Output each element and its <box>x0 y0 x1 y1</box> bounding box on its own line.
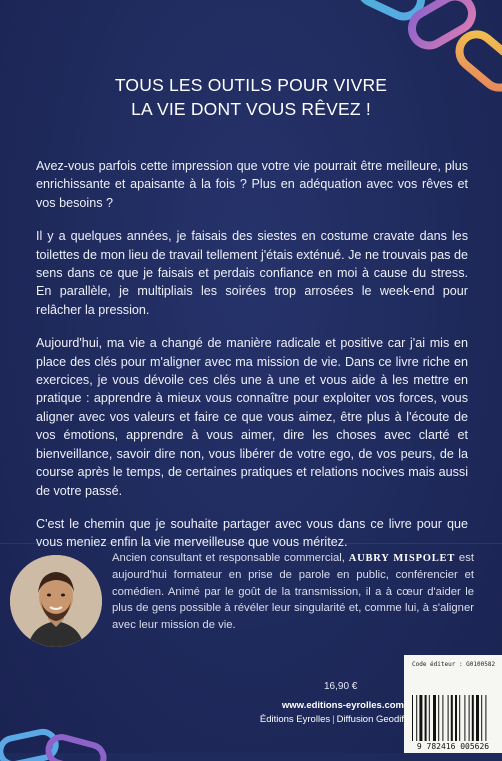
distributor-name: Diffusion Geodif <box>336 714 404 725</box>
bio-intro: Ancien consultant et responsable commercial, <box>112 552 349 564</box>
publisher-name: Éditions Eyrolles <box>259 714 331 725</box>
barcode-bar <box>451 695 453 741</box>
barcode-bar <box>442 695 443 741</box>
blurb-paragraph: Avez-vous parfois cette impression que votre vie pourrait être meilleure, plus enrichissante et apaisante à la fois ? Plus en adéquation avec vos rêves et vos besoins ? <box>36 159 468 210</box>
blurb-paragraph: Il y a quelques années, je faisais des siestes en costume cravate dans les toilettes de mon lieu de travail tellement j'étais exténué. Je ne trouvais pas de sens dans ce que je faisais et perdais confiance en moi à cause du stress. En parallèle, je multipliais les soirées trop arrosées le week-end pour relâcher la pression. <box>36 229 468 317</box>
barcode-bar <box>429 695 430 741</box>
barcode-bar <box>476 695 479 741</box>
barcode-bar <box>416 695 417 741</box>
author-portrait-icon <box>10 555 102 647</box>
cover-headline <box>0 73 502 121</box>
publisher-website: www.editions-eyrolles.com <box>281 700 404 711</box>
barcode-bar <box>425 695 427 741</box>
barcode-bar <box>485 695 486 741</box>
blurb-paragraph: Aujourd'hui, ma vie a changé de manière radicale et positive car j'ai mis en place des clés pour m'aligner avec ma mission de vie. Dans ce livre riche en exercices, je vous dévoile ces clés une à une et vous aide à les mettre en pratique : apprendre à mieux vous connaître pour exploiter vos forces, vous aligner avec vos valeurs et faire ce que vous aimez, être plus à l'écoute de vos émotions, apprendre à vous aimer, dire les choses avec clarté et bienveillance, savoir dire non, vous libérer de votre ego, de vos peurs, de la course après le temps, de certaines pratiques et relations nocives mais aussi de votre passé. <box>36 336 468 498</box>
barcode-bar <box>455 695 457 741</box>
isbn-barcode <box>404 655 502 753</box>
barcode-bar <box>412 695 413 741</box>
barcode-bar <box>419 695 422 741</box>
publisher-code: Code éditeur : G0100582 <box>412 661 496 668</box>
barcode-bar <box>459 695 460 741</box>
blurb-paragraph: C'est le chemin que je souhaite partager avec vous dans ce livre pour que vous meniez enfin la vie merveilleuse que vous méritez. <box>36 516 468 550</box>
barcode-bar <box>448 695 449 741</box>
isbn-number: 9 782416 005626 <box>416 742 490 751</box>
barcode-bar <box>433 695 436 741</box>
headline-line-1: TOUS LES OUTILS POUR VIVRE <box>114 75 388 95</box>
barcode-bars-icon <box>410 695 496 741</box>
barcode-bar <box>469 695 470 741</box>
barcode-bar <box>438 695 439 741</box>
barcode-bar <box>472 695 474 741</box>
chain-link-decoration-icon <box>0 701 140 761</box>
author-name: AUBRY MISPOLET <box>348 553 456 564</box>
separator: | <box>332 714 335 725</box>
barcode-bar <box>481 695 482 741</box>
headline-line-2: LA VIE DONT VOUS RÊVEZ ! <box>131 99 371 119</box>
section-divider <box>0 543 502 544</box>
author-photo <box>10 555 102 647</box>
price: 16,90 € <box>324 681 358 692</box>
barcode-bar <box>464 695 465 741</box>
author-bio <box>112 550 474 633</box>
bio-rest: est aujourd'hui formateur en prise de parole en public, conférencier et comédien. Animé par le goût de la transmission, il a à cœur d'aider le plus de gens possible à révéler leur singularité et, comme lui, à s'aligner avec leur mission de vie. <box>112 552 474 631</box>
blurb <box>36 157 468 567</box>
publisher-line <box>260 714 404 725</box>
